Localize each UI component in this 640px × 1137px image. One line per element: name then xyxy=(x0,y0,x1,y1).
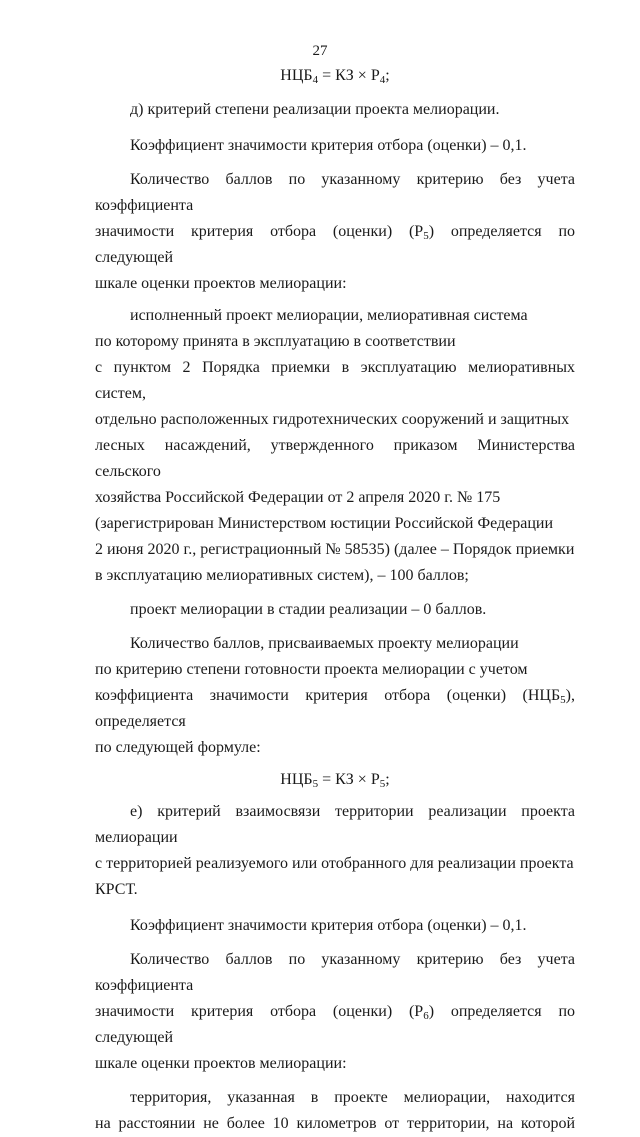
text-line: отдельно расположенных гидротехнических сооружений и защитных xyxy=(95,411,570,428)
text-line: коэффициента значимости критерия отбора (оценки) $(НЦБ_5)$, определяется xyxy=(95,687,575,730)
text-line: Количество баллов по указанному критерию без учета коэффициента xyxy=(95,951,575,994)
text-line: в эксплуатацию мелиоративных систем), – 100 баллов; xyxy=(95,567,469,584)
formula-rhs: = КЗ × Р xyxy=(318,67,380,84)
text-line: шкале оценки проектов мелиорации: xyxy=(95,275,347,292)
text-line: КРСТ. xyxy=(95,881,138,898)
paragraph xyxy=(95,97,575,123)
paragraph xyxy=(95,133,575,159)
paragraph xyxy=(95,631,575,761)
text-line: д) критерий степени реализации проекта мелиорации. xyxy=(130,101,500,118)
text-line: проект мелиорации в стадии реализации – 0 баллов. xyxy=(130,601,487,618)
text-line: на расстоянии не более 10 километров от территории, на которой xyxy=(95,1115,575,1132)
text-line: исполненный проект мелиорации, мелиоративная система xyxy=(130,307,528,324)
text-line: Коэффициент значимости критерия отбора (оценки) – 0,1. xyxy=(130,137,527,154)
text-line: Количество баллов, присваиваемых проекту мелиорации xyxy=(130,635,519,652)
formula-tail: ; xyxy=(385,67,390,84)
text-line: значимости критерия отбора (оценки) $(Р_5)$ определяется по следующей xyxy=(95,223,576,266)
formula-rhs-subscript: 4 xyxy=(379,74,386,86)
text-line: территория, указанная в проекте мелиорации, находится xyxy=(130,1089,575,1106)
text-line: Коэффициент значимости критерия отбора (оценки) – 0,1. xyxy=(130,917,527,934)
text-line: по которому принята в эксплуатацию в соответствии xyxy=(95,333,456,350)
paragraph xyxy=(95,913,575,939)
paragraph xyxy=(95,1085,575,1137)
text-line: е) критерий взаимосвязи территории реализации проекта мелиорации xyxy=(95,803,575,846)
paragraph xyxy=(95,947,575,1077)
document-body xyxy=(95,63,575,1137)
formula xyxy=(95,767,575,793)
formula-lhs-subscript: 5 xyxy=(312,778,319,790)
text-line: шкале оценки проектов мелиорации: xyxy=(95,1055,347,1072)
text-line: хозяйства Российской Федерации от 2 апреля 2020 г. № 175 xyxy=(95,489,501,506)
subscript: 5 xyxy=(423,230,429,242)
formula-lhs: НЦБ xyxy=(280,771,313,788)
formula-lhs-subscript: 4 xyxy=(312,74,319,86)
text-line: с пунктом 2 Порядка приемки в эксплуатацию мелиоративных систем, xyxy=(95,359,575,402)
text-line: лесных насаждений, утвержденного приказом Министерства сельского xyxy=(95,437,575,480)
formula-tail: ; xyxy=(385,771,390,788)
subscript: 6 xyxy=(423,1010,429,1022)
page-number: 27 xyxy=(312,43,328,59)
text-line: по следующей формуле: xyxy=(95,739,261,756)
text-line: с территорией реализуемого или отобранного для реализации проекта xyxy=(95,855,574,872)
paragraph xyxy=(95,597,575,623)
paragraph xyxy=(95,799,575,903)
paragraph xyxy=(95,303,575,589)
text-line: Количество баллов по указанному критерию без учета коэффициента xyxy=(95,171,575,214)
formula xyxy=(95,63,575,89)
formula-lhs: НЦБ xyxy=(280,67,313,84)
text-line: (зарегистрирован Министерством юстиции Российской Федерации xyxy=(95,515,554,532)
text-line: значимости критерия отбора (оценки) $(Р_6)$ определяется по следующей xyxy=(95,1003,576,1046)
text-line: по критерию степени готовности проекта мелиорации с учетом xyxy=(95,661,528,678)
formula-rhs: = КЗ × Р xyxy=(318,771,380,788)
formula-rhs-subscript: 5 xyxy=(379,778,386,790)
text-line: 2 июня 2020 г., регистрационный № 58535) (далее – Порядок приемки xyxy=(95,541,575,558)
subscript: 5 xyxy=(560,694,566,706)
paragraph xyxy=(95,167,575,297)
